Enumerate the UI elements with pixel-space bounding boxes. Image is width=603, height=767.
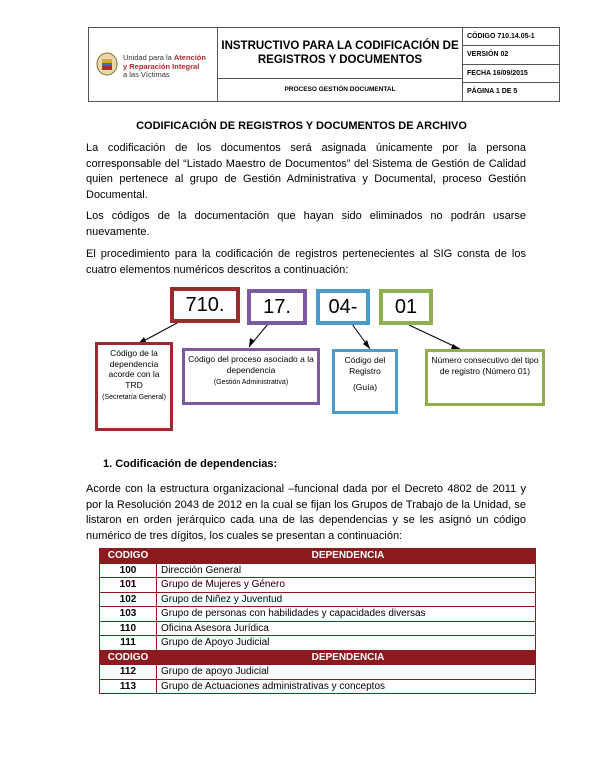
- column-header-code: CODIGO: [100, 549, 157, 564]
- code-segment-process: 17.: [247, 289, 307, 325]
- document-code: CÓDIGO 710.14.05-1: [463, 28, 559, 46]
- code-segment-consecutive: 01: [379, 289, 433, 325]
- page-number: PÁGINA 1 DE 5: [467, 87, 518, 95]
- label-dependency: Código de la dependencia acorde con la TRD (Secretaría General): [95, 342, 173, 431]
- dependency-codes-table: [99, 548, 536, 694]
- document-version: VERSIÓN 02: [463, 46, 559, 64]
- label-record: Código del Registro (Guía): [332, 349, 398, 414]
- table-row: 110 Oficina Asesora Jurídica: [100, 621, 536, 636]
- table-row: 100 Dirección General: [100, 563, 536, 578]
- table-header-row: [100, 549, 536, 564]
- label-consecutive: Número consecutivo del tipo de registro (Número 01): [425, 349, 545, 406]
- section-heading: 1. Codificación de dependencias:: [103, 458, 278, 470]
- paragraph-4: Acorde con la estructura organizacional –funcional dada por el Decreto 4802 de 2011 y por la Resolución 2043 de 2012 en la cual se fijan los Grupos de Trabajo de la Unidad, se listaron en orden jerárquico cada una de las dependencias y se les asignó un código numérico de tres dígitos, los cuales se presentan a continuación:: [86, 483, 526, 542]
- table-row: 101 Grupo de Mujeres y Género: [100, 578, 536, 593]
- paragraph-1: La codificación de los documentos será asignada únicamente por la persona corresponsable del “Listado Maestro de Documentos” del Sistema de Gestión de Calidad quien pertenece al grupo de Gestión Administrativa y Documental, proceso Gestión Documental.: [86, 142, 526, 201]
- document-date: FECHA 16/09/2015: [463, 65, 559, 83]
- table-row: 103 Grupo de personas con habilidades y capacidades diversas: [100, 607, 536, 622]
- code-segment-dependency: 710.: [170, 287, 240, 323]
- code-segment-record: 04-: [316, 289, 370, 325]
- logo-text: Unidad para la Atención y Reparación Integral a las Víctimas: [123, 53, 206, 79]
- table-row: 113 Grupo de Actuaciones administrativas y conceptos: [100, 679, 536, 694]
- page-title: CODIFICACIÓN DE REGISTROS Y DOCUMENTOS DE ARCHIVO: [136, 120, 467, 132]
- table-row: 102 Grupo de Niñez y Juventud: [100, 592, 536, 607]
- table-row: 112 Grupo de apoyo Judicial: [100, 665, 536, 680]
- paragraph-2: Los códigos de la documentación que hayan sido eliminados no podrán usarse nuevamente.: [86, 210, 526, 238]
- table-header-row: CODIGO DEPENDENCIA: [100, 650, 536, 665]
- label-process: Código del proceso asociado a la dependencia (Gestión Administrativa): [182, 348, 320, 405]
- column-header-dependency: DEPENDENCIA: [157, 549, 536, 564]
- process-name: PROCESO GESTIÓN DOCUMENTAL: [284, 86, 396, 93]
- paragraph-3: El procedimiento para la codificación de registros pertenecientes al SIG consta de los cuatro elementos numéricos descritos a continuación:: [86, 248, 526, 276]
- table-row: 111 Grupo de Apoyo Judicial: [100, 636, 536, 651]
- document-title: INSTRUCTIVO PARA LA CODIFICACIÓN DE REGISTROS Y DOCUMENTOS: [218, 28, 462, 79]
